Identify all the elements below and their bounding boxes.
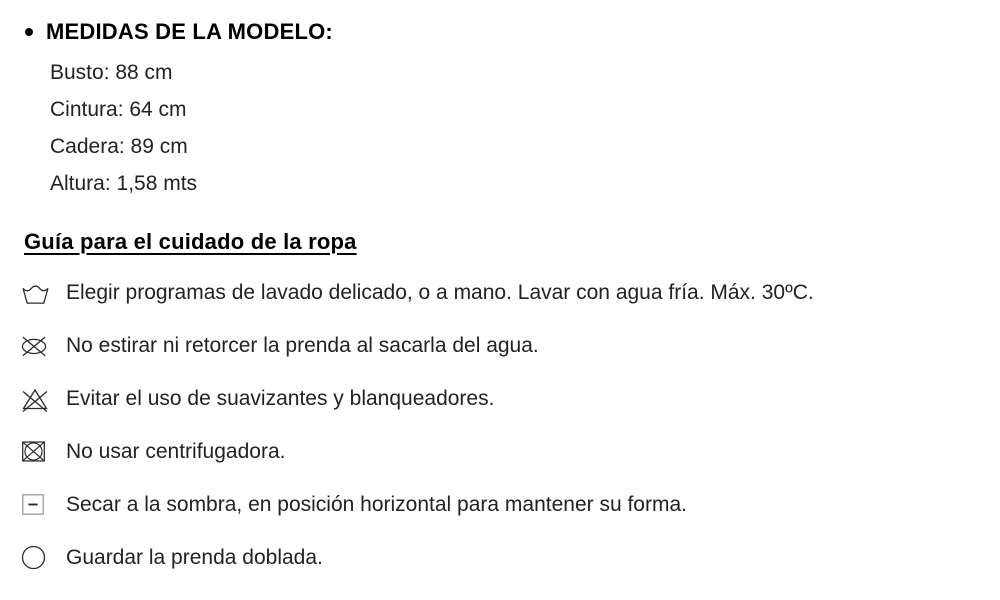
measurements-list (0, 45, 1000, 202)
care-item-dry-flat (0, 478, 1000, 531)
measurements-section (0, 0, 1000, 202)
measurement-height: Altura: 1,58 mts (50, 172, 198, 195)
do-not-bleach-icon (20, 385, 54, 413)
care-item-store-folded (0, 531, 1000, 584)
measurement-hip: Cadera: 89 cm (50, 135, 188, 158)
do-not-wring-icon (20, 333, 54, 359)
care-item-wash (0, 266, 1000, 319)
hand-wash-tub-icon (20, 281, 54, 305)
care-item-text: Evitar el uso de suavizantes y blanqueadores. (66, 386, 495, 410)
store-folded-circle-icon (20, 544, 54, 571)
do-not-tumble-dry-icon (20, 439, 54, 464)
care-item-text: No estirar ni retorcer la prenda al sacarla del agua. (66, 333, 539, 357)
care-item-text: Elegir programas de lavado delicado, o a mano. Lavar con agua fría. Máx. 30ºC. (66, 280, 814, 304)
care-guide-title: Guía para el cuidado de la ropa (24, 229, 357, 254)
care-item-text: Guardar la prenda doblada. (66, 545, 323, 569)
care-item-no-bleach (0, 372, 1000, 425)
bullet-marker (25, 28, 33, 36)
measurements-header (0, 19, 1000, 45)
care-item-no-wring (0, 319, 1000, 372)
measurement-waist: Cintura: 64 cm (50, 98, 187, 121)
care-item-no-spin (0, 425, 1000, 478)
care-guide-section (0, 202, 1000, 584)
dry-flat-icon (20, 492, 54, 517)
care-item-text: No usar centrifugadora. (66, 439, 286, 463)
care-guide-list (0, 266, 1000, 584)
measurement-bust: Busto: 88 cm (50, 61, 173, 84)
measurements-title: MEDIDAS DE LA MODELO: (46, 19, 333, 44)
care-item-text: Secar a la sombra, en posición horizontal para mantener su forma. (66, 492, 687, 516)
